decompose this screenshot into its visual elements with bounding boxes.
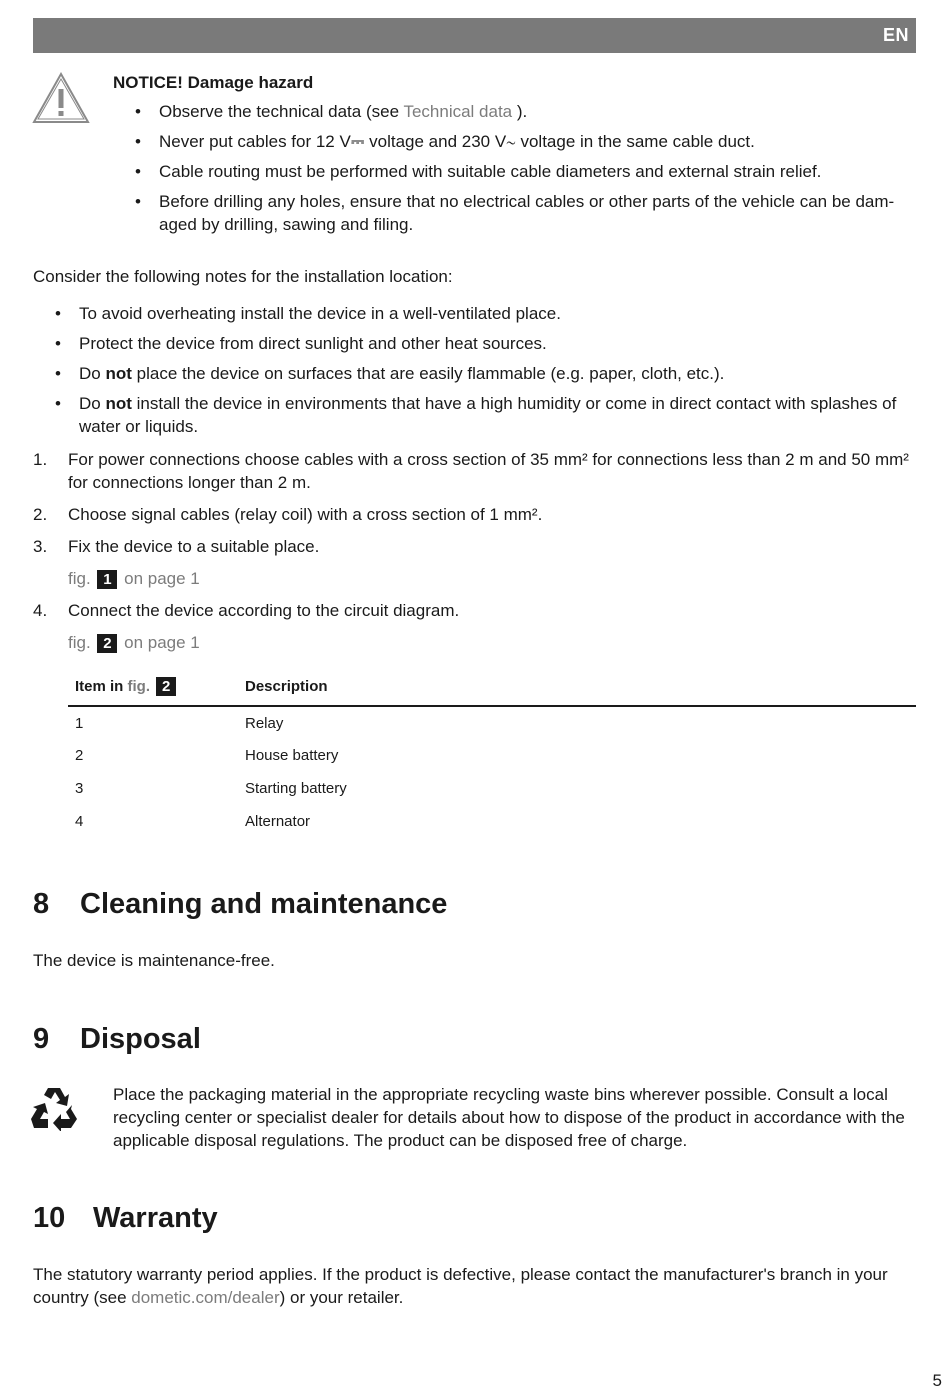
install-intro: Consider the following notes for the installation location: xyxy=(33,267,453,286)
figure-link[interactable]: fig. xyxy=(127,678,151,695)
cleaning-text: The device is maintenance-free. xyxy=(33,951,275,970)
step-text: Choose signal cables (relay coil) with a cross section of 1 mm². xyxy=(68,505,543,524)
warning-triangle-icon xyxy=(32,72,90,124)
note-text: Do xyxy=(79,394,106,413)
description-cell: Starting battery xyxy=(245,780,347,797)
note-text: place the device on surfaces that are easily flammable (e.g. paper, cloth, etc.). xyxy=(131,364,725,383)
description-cell: House battery xyxy=(245,747,339,764)
table-header-row xyxy=(68,672,916,706)
figure-number-badge: 2 xyxy=(156,677,176,696)
notice-block xyxy=(113,71,913,243)
section-number: 8 xyxy=(33,888,50,920)
technical-data-link[interactable]: Technical data xyxy=(403,102,513,121)
table-row xyxy=(68,772,916,805)
warranty-text xyxy=(33,1263,913,1309)
item-cell: 3 xyxy=(75,780,84,797)
notice-item: • Before drilling any holes, ensure that no electrical cables or other parts of the vehicle can be dam-aged by drilling, sawing and filing. xyxy=(113,190,913,236)
header-text: Item in xyxy=(75,678,128,695)
section-heading-warranty xyxy=(33,1201,218,1235)
figure-number-badge: 2 xyxy=(97,634,117,653)
item-cell: 4 xyxy=(75,813,84,830)
description-cell: Alternator xyxy=(245,813,311,830)
note-text: Do xyxy=(79,364,106,383)
install-note xyxy=(33,392,913,438)
disposal-text: Place the packaging material in the appropriate recycling waste bins wherever possible. Consult a local recycling center or specialist dealer for details about how to dispose of the product in accordance with the applicable disposal regulations. The product can be disposed free of charge. xyxy=(113,1085,905,1150)
note-text: install the device in environments that have a high humidity or come in direct contact with splashes of water or liquids. xyxy=(79,394,897,436)
note-emphasis: not xyxy=(105,364,132,383)
description-cell: Relay xyxy=(245,714,284,732)
column-header-description: Description xyxy=(238,672,916,706)
table-row xyxy=(68,739,916,772)
step-item xyxy=(33,448,913,494)
install-note: • Protect the device from direct sunlight and other heat sources. xyxy=(33,332,913,355)
section-heading-cleaning xyxy=(33,887,447,921)
page-number: 5 xyxy=(932,1371,942,1390)
note-emphasis: not xyxy=(105,394,132,413)
item-cell: 1 xyxy=(75,714,84,732)
notice-text: Observe the technical data (see xyxy=(159,102,404,121)
fig-page: on page 1 xyxy=(119,633,200,652)
notice-item xyxy=(113,100,913,123)
step-number: 2. xyxy=(33,505,48,524)
table-row xyxy=(68,706,916,739)
recycle-icon xyxy=(31,1085,79,1131)
step-item xyxy=(33,535,913,590)
section-heading-disposal xyxy=(33,1022,201,1056)
install-note: • To avoid overheating install the device in a well-ventilated place. xyxy=(33,302,913,325)
step-text: For power connections choose cables with a cross section of 35 mm² for connections less than 2 m and 50 mm² for connections longer than 2 m. xyxy=(68,450,909,492)
section-number: 10 xyxy=(33,1202,66,1234)
step-item xyxy=(33,599,913,654)
figure-reference[interactable] xyxy=(68,567,913,590)
fig-label: fig. xyxy=(68,633,96,652)
notice-item: • Never put cables for 12 V⎓ voltage and 230 V∼ voltage in the same cable duct. xyxy=(113,130,913,153)
section-title: Warranty xyxy=(93,1202,218,1234)
section-number: 9 xyxy=(33,1023,50,1055)
step-text: Fix the device to a suitable place. xyxy=(68,537,320,556)
step-number: 1. xyxy=(33,450,48,469)
table-row xyxy=(68,805,916,838)
section-title: Disposal xyxy=(80,1023,201,1055)
fig-page: on page 1 xyxy=(119,569,200,588)
figure-number-badge: 1 xyxy=(97,570,117,589)
installation-steps xyxy=(33,448,913,663)
warranty-text-part: ) or your retailer. xyxy=(279,1288,404,1307)
figure-reference[interactable] xyxy=(68,631,913,654)
language-label: EN xyxy=(882,25,909,45)
item-cell: 2 xyxy=(75,747,84,764)
fig-label: fig. xyxy=(68,569,96,588)
step-number: 4. xyxy=(33,601,48,620)
notice-list xyxy=(113,100,913,236)
column-header-item xyxy=(68,672,238,706)
warranty-text-part: The statutory warranty period applies. If the product is defective, please contact the manufacturer's branch in your country (see xyxy=(33,1265,888,1307)
notice-item: • Cable routing must be performed with suitable cable diameters and external strain relief. xyxy=(113,160,913,183)
components-table xyxy=(68,672,916,838)
step-text: Connect the device according to the circuit diagram. xyxy=(68,601,460,620)
notice-text: ). xyxy=(512,102,528,121)
step-number: 3. xyxy=(33,537,48,556)
step-item xyxy=(33,503,913,526)
install-note xyxy=(33,362,913,385)
dealer-link[interactable]: dometic.com/dealer xyxy=(131,1288,280,1307)
install-notes-list xyxy=(33,302,913,445)
header-bar xyxy=(33,18,916,53)
notice-title: NOTICE! Damage hazard xyxy=(113,73,314,92)
section-title: Cleaning and maintenance xyxy=(80,888,448,920)
